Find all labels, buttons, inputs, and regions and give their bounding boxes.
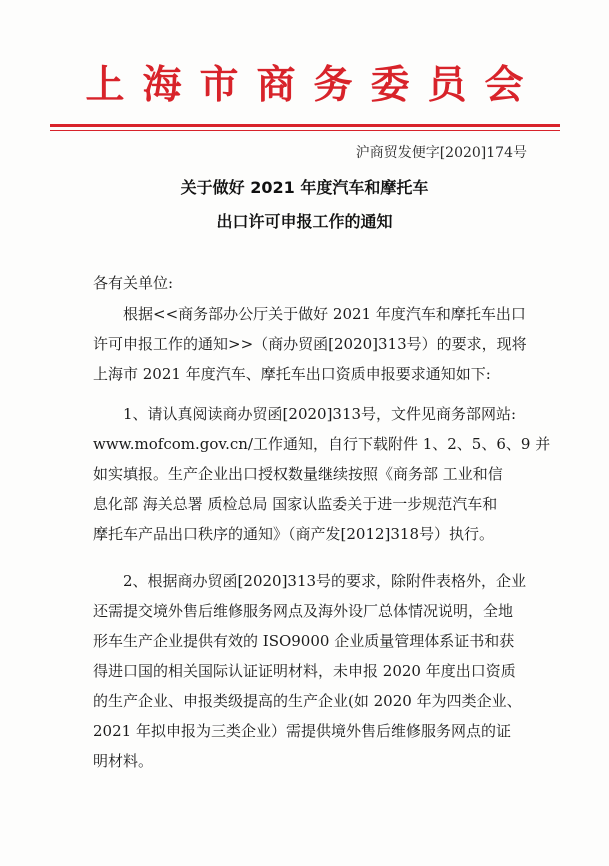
salutation: 各有关单位: xyxy=(93,274,174,292)
paragraph-intro xyxy=(93,299,545,389)
header-red-rule-thin xyxy=(50,130,560,131)
paragraph-line: 摩托车产品出口秩序的通知》（商产发[2012]318号）执行。 xyxy=(93,525,495,543)
document-title-line-2: 出口许可申报工作的通知 xyxy=(216,212,393,231)
paragraph-line: 2021 年拟申报为三类企业）需提供境外售后维修服务网点的证 xyxy=(93,722,511,740)
paragraph-item-1 xyxy=(93,399,551,549)
paragraph-line: 形车生产企业提供有效的 ISO9000 企业质量管理体系证书和获 xyxy=(93,632,515,650)
paragraph-line: 1、请认真阅读商办贸函[2020]313号，文件见商务部网站: xyxy=(123,405,517,423)
paragraph-line: 如实填报。生产企业出口授权数量继续按照《商务部 工业和信 xyxy=(93,465,503,483)
document-number: 沪商贸发便字[2020]174号 xyxy=(355,145,527,161)
paragraph-line: 根据<<商务部办公厅关于做好 2021 年度汽车和摩托车出口 xyxy=(123,305,526,323)
paragraph-line: 上海市 2021 年度汽车、摩托车出口资质申报要求通知如下: xyxy=(93,365,491,383)
paragraph-item-2 xyxy=(93,566,545,776)
paragraph-line: 许可申报工作的通知>>（商办贸函[2020]313号）的要求，现将 xyxy=(93,335,527,353)
paragraph-line: 明材料。 xyxy=(93,752,154,770)
paragraph-line: 还需提交境外售后维修服务网点及海外设厂总体情况说明，全地 xyxy=(93,602,514,620)
paragraph-line: 得进口国的相关国际认证证明材料，未申报 2020 年度出口资质 xyxy=(93,662,516,680)
paragraph-line: www.mofcom.gov.cn/工作通知，自行下载附件 1、2、5、6、9 并 xyxy=(93,435,551,453)
paragraph-line: 息化部 海关总署 质检总局 国家认监委关于进一步规范汽车和 xyxy=(93,495,498,513)
organization-header: 上海市商务委员会 xyxy=(85,62,542,108)
document-title-line-1: 关于做好 2021 年度汽车和摩托车 xyxy=(180,178,429,197)
paragraph-line: 2、根据商办贸函[2020]313号的要求，除附件表格外，企业 xyxy=(123,572,527,590)
header-red-rule-thick xyxy=(50,124,560,127)
paragraph-line: 的生产企业、申报类级提高的生产企业(如 2020 年为四类企业、 xyxy=(93,692,522,710)
